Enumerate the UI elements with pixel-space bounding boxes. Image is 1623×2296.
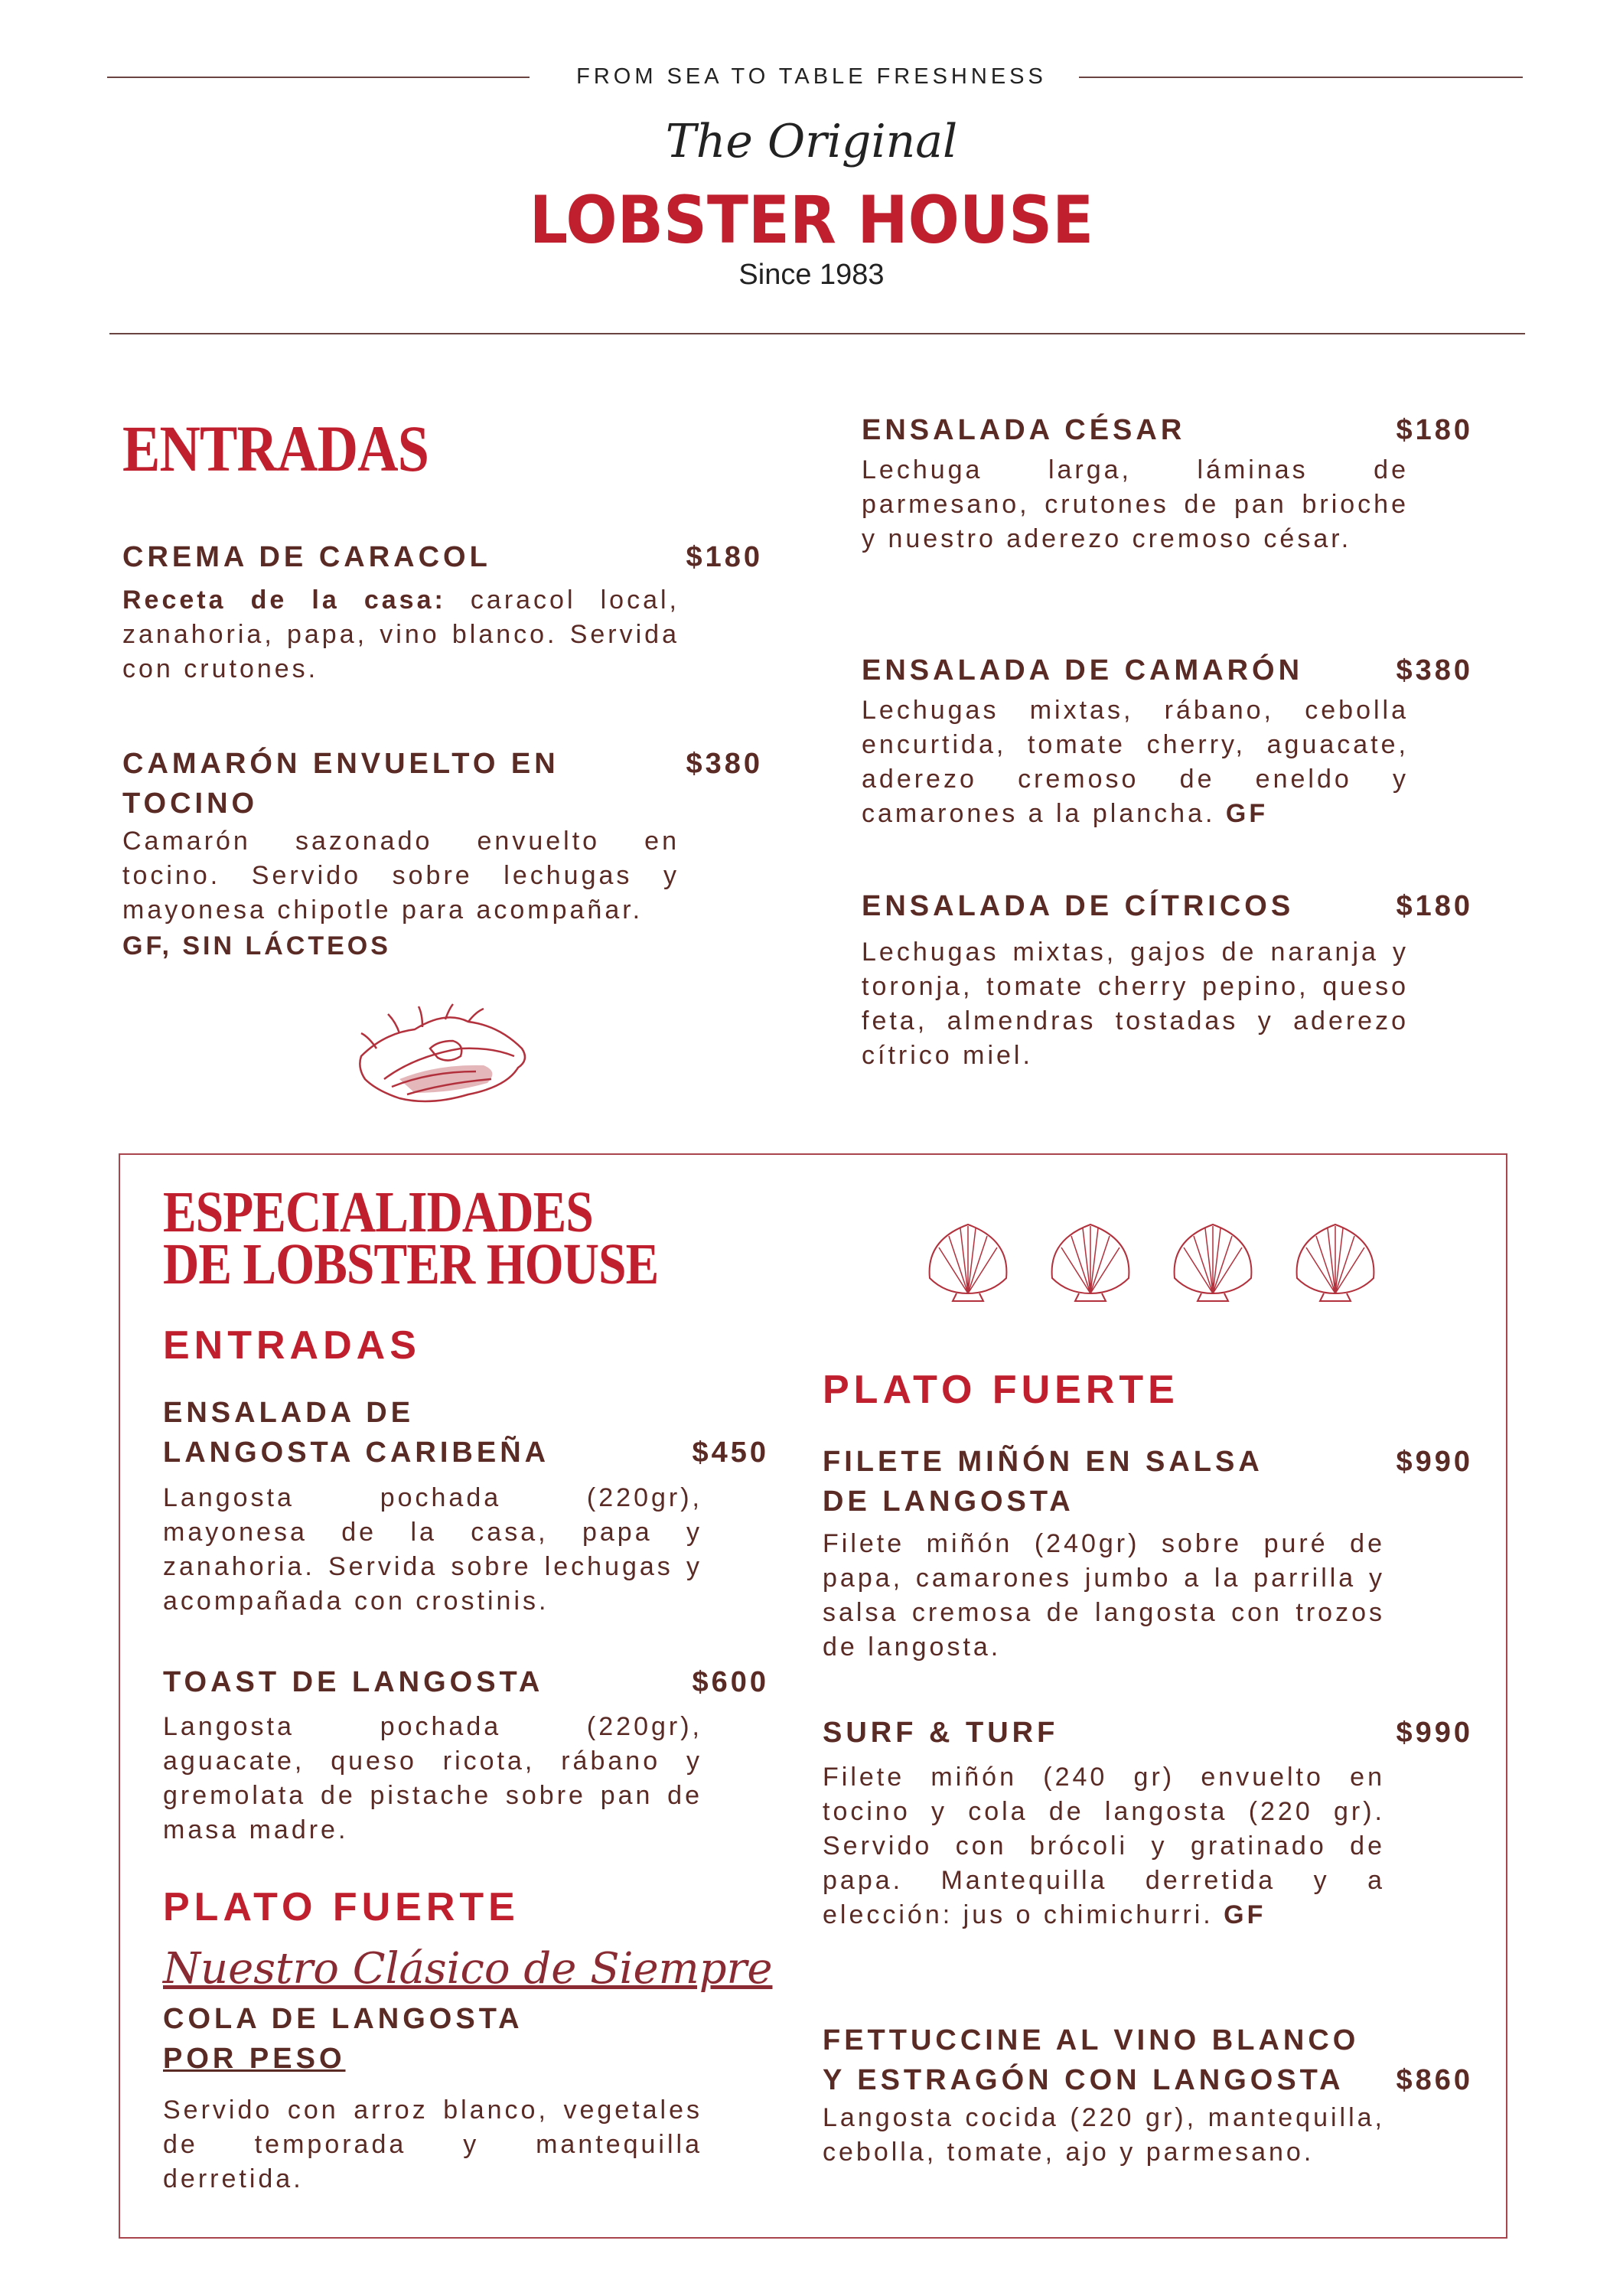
item-description: Camarón sazonado envuelto en tocino. Servido sobre lechugas y mayonesa chipotle para acompañar. — [122, 827, 680, 925]
item-name: ENSALADA CÉSAR — [862, 414, 1186, 446]
header-bottom-rule — [109, 333, 1525, 334]
item-description: Filete miñón (240gr) sobre puré de papa, camarones jumbo a la parrilla y salsa cremosa de langosta con trozos de langosta. — [823, 1529, 1385, 1662]
item-name: ENSALADA DE CÍTRICOS — [862, 890, 1295, 922]
item-description: Lechugas mixtas, gajos de naranja y toronja, tomate cherry pepino, queso feta, almendras tostadas y aderezo cítrico miel. — [862, 938, 1409, 1070]
classic-script-line: Nuestro Clásico de Siempre — [163, 1944, 773, 1994]
item-name: SURF & TURF — [823, 1717, 1059, 1749]
item-description: Langosta pochada (220gr), aguacate, queso ricota, rábano y gremolata de pistache sobre pan de masa madre. — [163, 1712, 702, 1844]
item-name: CAMARÓN ENVUELTO EN TOCINO — [122, 748, 559, 820]
item-name: TOAST DE LANGOSTA — [163, 1666, 544, 1698]
especialidades-entradas-title: ENTRADAS — [163, 1323, 421, 1368]
item-name: COLA DE LANGOSTA POR PESO — [163, 2003, 523, 2075]
item-description: Receta de la casa: caracol local, zanahoria, papa, vino blanco. Servida con crutones. — [122, 585, 680, 683]
plato-fuerte-title-left: PLATO FUERTE — [163, 1885, 520, 1929]
scallop-shells-illustration — [922, 1217, 1396, 1309]
plato-fuerte-title-right: PLATO FUERTE — [823, 1368, 1179, 1412]
item-price: $990 — [1396, 1717, 1473, 1749]
entradas-title: ENTRADAS — [122, 412, 429, 485]
item-name: ENSALADA DE CAMARÓN — [862, 654, 1304, 687]
since-year: Since 1983 — [738, 259, 885, 291]
item-name: FILETE MIÑÓN EN SALSA DE LANGOSTA — [823, 1446, 1263, 1518]
item-price: $380 — [1396, 654, 1473, 687]
brand-logo: LOBSTER HOUSE — [529, 182, 1094, 259]
item-price: $600 — [692, 1666, 769, 1698]
item-name: CREMA DE CARACOL — [122, 541, 491, 573]
item-tags: GF, SIN LÁCTEOS — [122, 931, 391, 960]
item-price: $990 — [1396, 1446, 1473, 1478]
item-price: $380 — [686, 748, 763, 780]
item-description: Lechuga larga, láminas de parmesano, crutones de pan brioche y nuestro aderezo cremoso césar. — [862, 455, 1409, 553]
item-price: $180 — [686, 541, 763, 573]
item-price: $860 — [1396, 2064, 1473, 2096]
item-description: Langosta cocida (220 gr), mantequilla, cebolla, tomate, ajo y parmesano. — [823, 2103, 1385, 2167]
especialidades-title: ESPECIALIDADES DE LOBSTER HOUSE — [163, 1180, 659, 1296]
tagline: FROM SEA TO TABLE FRESHNESS — [576, 64, 1047, 89]
item-price: $180 — [1396, 414, 1473, 446]
brand-script-title: The Original — [665, 115, 958, 168]
item-description: Servido con arroz blanco, vegetales de temporada y mantequilla derretida. — [163, 2095, 702, 2193]
item-price: $180 — [1396, 890, 1473, 922]
conch-shell-illustration — [354, 1003, 533, 1110]
item-description: Langosta pochada (220gr), mayonesa de la casa, papa y zanahoria. Servida sobre lechugas y acompañada con crostinis. — [163, 1483, 702, 1616]
item-description: Lechugas mixtas, rábano, cebolla encurtida, tomate cherry, aguacate, aderezo cremoso de eneldo y camarones a la plancha. GF — [862, 696, 1409, 828]
item-name: FETTUCCINE AL VINO BLANCO Y ESTRAGÓN CON LANGOSTA — [823, 2024, 1360, 2096]
item-name: ENSALADA DE LANGOSTA CARIBEÑA — [163, 1397, 550, 1469]
item-description: Filete miñón (240 gr) envuelto en tocino y cola de langosta (220 gr). Servido con brócoli y gratinado de papa. Mantequilla derretida y a elección: jus o chimichurri. GF — [823, 1763, 1385, 1929]
item-price: $450 — [692, 1437, 769, 1469]
